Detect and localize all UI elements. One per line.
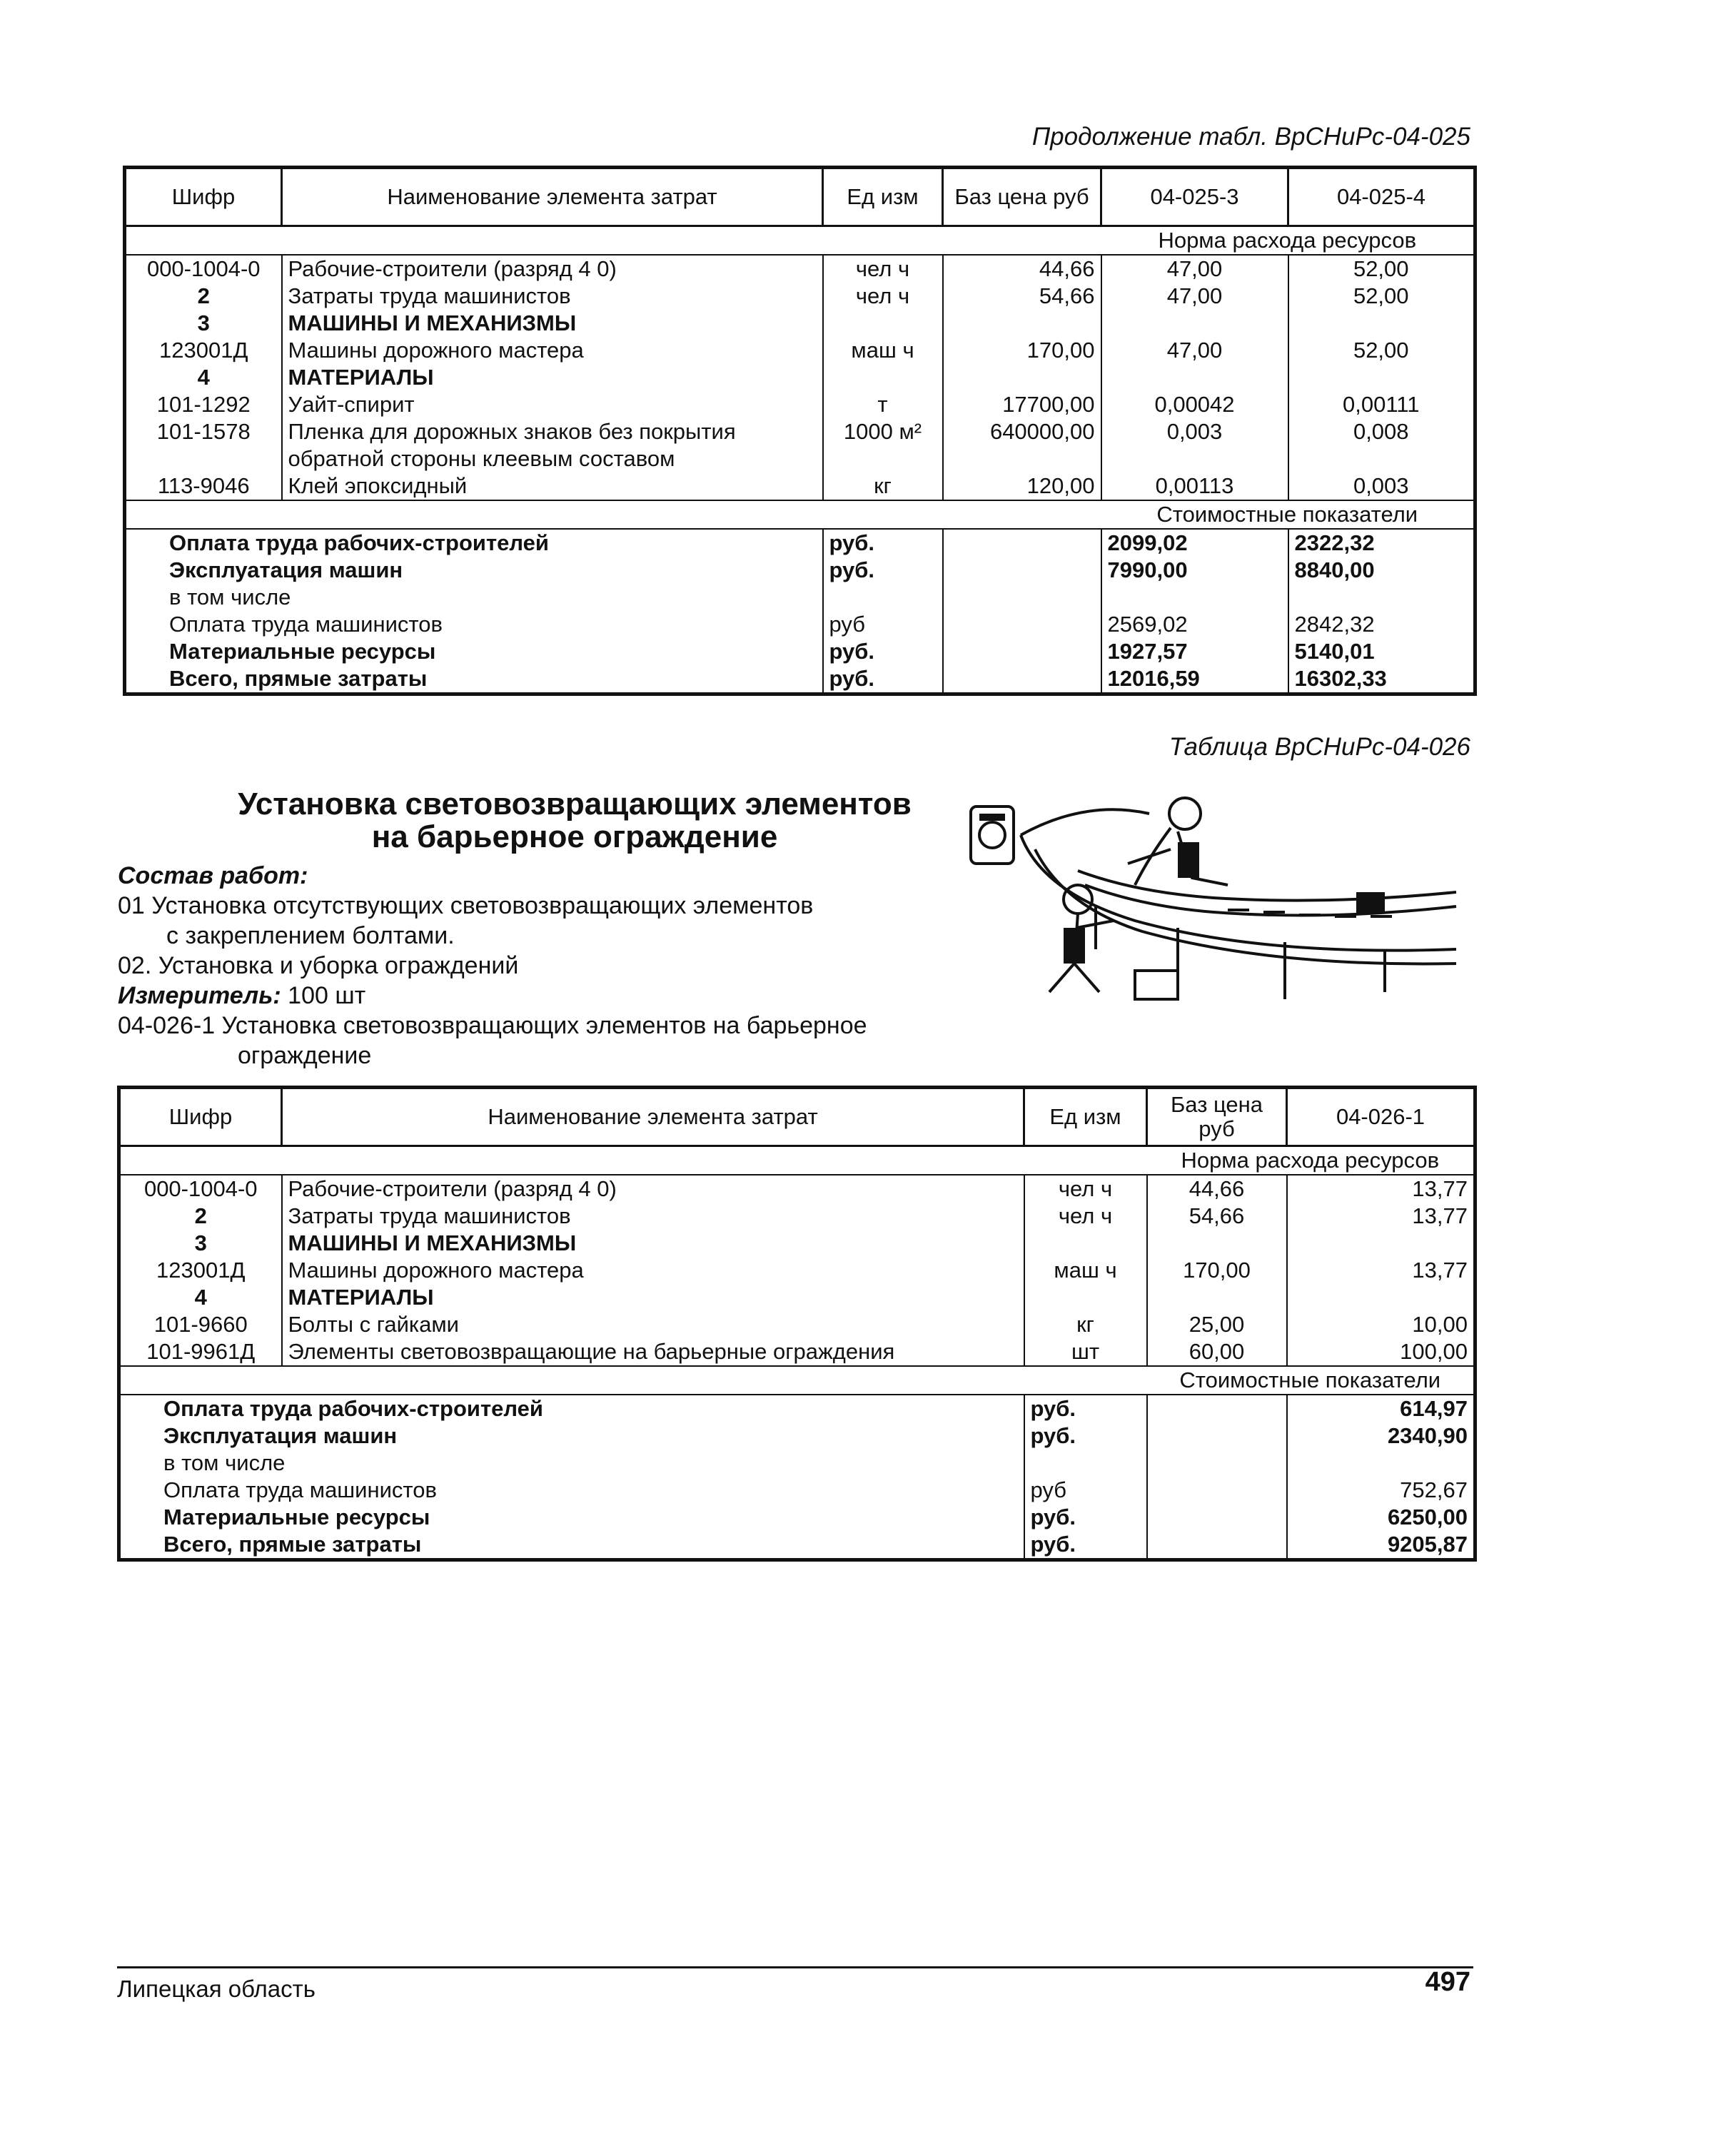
table-caption-continued: Продолжение табл. ВрСНиРс-04-025 — [1031, 123, 1470, 151]
cost-unit: руб. — [823, 638, 943, 665]
row-name: Машины дорожного мастера — [282, 337, 823, 364]
row-code: 123001Д — [119, 1257, 282, 1284]
cost-unit: руб — [1024, 1477, 1147, 1504]
cost-name: в том числе — [119, 1450, 1024, 1477]
table-row — [119, 1284, 1475, 1311]
row-value-04-026-1: 13,77 — [1412, 1203, 1468, 1228]
resource-table-04-025 — [123, 166, 1477, 696]
cost-price-empty — [1147, 1531, 1287, 1560]
table2-header-row — [119, 1088, 1475, 1146]
cost-row — [119, 1504, 1475, 1531]
row-code: 101-1578 — [125, 418, 282, 445]
row-value-04-025-4 — [1288, 364, 1475, 391]
row-price — [1147, 1284, 1287, 1311]
table-row — [125, 310, 1475, 337]
cost-unit: руб. — [823, 665, 943, 694]
cost-name: Оплата труда рабочих-строителей — [119, 1395, 1024, 1422]
row-unit: маш ч — [823, 337, 943, 364]
row-price — [943, 310, 1101, 337]
item-04-026-1-cont: ограждение — [238, 1042, 372, 1069]
cost-value-04-026-1: 9205,87 — [1387, 1532, 1468, 1557]
row-value-04-025-3: 0,00042 — [1101, 391, 1288, 418]
table-row — [119, 1257, 1475, 1284]
row-code: 101-9961Д — [119, 1338, 282, 1366]
cost-unit: руб. — [1024, 1531, 1147, 1560]
row-name: МАТЕРИАЛЫ — [282, 364, 823, 391]
header-col-04-026-1: 04-026-1 — [1287, 1088, 1475, 1146]
header-code: Шифр — [119, 1088, 282, 1146]
row-price: 170,00 — [1147, 1257, 1287, 1284]
cost-price-empty — [943, 638, 1101, 665]
meter-label: Измеритель: — [118, 982, 281, 1009]
row-price: 44,66 — [1147, 1175, 1287, 1203]
row-value-04-025-3: 47,00 — [1101, 283, 1288, 310]
cost-row — [119, 1531, 1475, 1560]
row-code: 000-1004-0 — [119, 1175, 282, 1203]
table-row — [125, 255, 1475, 283]
cost-unit: руб. — [1024, 1422, 1147, 1450]
norm-subheader-row — [125, 226, 1475, 256]
row-price: 17700,00 — [943, 391, 1101, 418]
row-name: Элементы световозвращающие на барьерные ограждения — [282, 1338, 1024, 1366]
cost-value-04-026-1: 6250,00 — [1387, 1505, 1468, 1529]
cost-label: Стоимостные показатели — [1101, 500, 1475, 529]
row-unit — [823, 364, 943, 391]
work-description — [118, 861, 974, 1071]
cost-name: Всего, прямые затраты — [119, 1531, 1024, 1560]
page-number: 497 — [1425, 1967, 1470, 1997]
row-value-04-026-1: 13,77 — [1412, 1176, 1468, 1201]
meter-value: 100 шт — [281, 982, 366, 1009]
cost-value-04-025-3: 12016,59 — [1101, 665, 1288, 694]
cost-value-04-025-4 — [1288, 584, 1475, 611]
row-value-04-026-1: 13,77 — [1412, 1258, 1468, 1283]
cost-value-04-025-3 — [1101, 584, 1288, 611]
row-price: 25,00 — [1147, 1311, 1287, 1338]
table-row — [119, 1175, 1475, 1203]
cost-price-empty — [1147, 1422, 1287, 1450]
cost-value-04-025-4: 8840,00 — [1294, 557, 1375, 582]
table-row — [119, 1230, 1475, 1257]
cost-unit: руб. — [1024, 1395, 1147, 1422]
row-unit: маш ч — [1024, 1257, 1147, 1284]
row-name: Уайт-спирит — [282, 391, 823, 418]
row-price — [943, 445, 1101, 472]
norm-label: Норма расхода ресурсов — [1147, 1146, 1475, 1175]
row-unit: шт — [1024, 1338, 1147, 1366]
footer-rule — [117, 1966, 1473, 1968]
workers-illustration — [957, 785, 1470, 1028]
row-code: 4 — [125, 364, 282, 391]
row-price: 120,00 — [943, 472, 1101, 500]
cost-row — [125, 665, 1475, 694]
cost-price-empty — [943, 665, 1101, 694]
cost-name: Оплата труда машинистов — [125, 611, 823, 638]
table-row — [119, 1311, 1475, 1338]
row-value-04-026-1: 10,00 — [1412, 1312, 1468, 1337]
norm-label: Норма расхода ресурсов — [1101, 226, 1475, 256]
cost-price-empty — [1147, 1504, 1287, 1531]
row-unit — [1024, 1230, 1147, 1257]
cost-subheader-row — [125, 500, 1475, 529]
meter-line — [118, 981, 974, 1011]
row-value-04-025-3: 47,00 — [1101, 337, 1288, 364]
works-label: Состав работ: — [118, 862, 308, 889]
header-col-04-025-4: 04-025-4 — [1288, 168, 1475, 226]
cost-value-04-026-1: 752,67 — [1400, 1477, 1468, 1502]
row-unit: чел ч — [1024, 1203, 1147, 1230]
row-value-04-025-4: 0,003 — [1353, 473, 1409, 498]
table-header-row — [125, 168, 1475, 226]
row-value-04-025-3 — [1101, 310, 1288, 337]
row-code: 2 — [119, 1203, 282, 1230]
cost-row — [125, 557, 1475, 584]
cost-value-04-026-1: 2340,90 — [1387, 1423, 1468, 1448]
section-title — [164, 788, 985, 854]
row-price: 640000,00 — [943, 418, 1101, 445]
cost-unit: руб. — [823, 529, 943, 557]
row-name: Затраты труда машинистов — [282, 283, 823, 310]
table-row — [125, 337, 1475, 364]
row-name: Машины дорожного мастера — [282, 1257, 1024, 1284]
work-item-01-cont: с закреплением болтами. — [166, 922, 455, 949]
resource-table-04-026 — [117, 1086, 1477, 1562]
table-row — [125, 364, 1475, 391]
cost-name: Всего, прямые затраты — [125, 665, 823, 694]
row-unit: кг — [823, 472, 943, 500]
table-row — [125, 283, 1475, 310]
row-value-04-025-4: 0,00111 — [1343, 392, 1420, 417]
table-row — [125, 472, 1475, 500]
row-value-04-026-1 — [1287, 1284, 1475, 1311]
row-value-04-025-3: 0,00113 — [1101, 472, 1288, 500]
cost-name: Эксплуатация машин — [119, 1422, 1024, 1450]
cost-row — [125, 584, 1475, 611]
row-code: 101-1292 — [125, 391, 282, 418]
cost-name: Оплата труда машинистов — [119, 1477, 1024, 1504]
row-price — [943, 364, 1101, 391]
cost-price-empty — [1147, 1477, 1287, 1504]
row-value-04-025-3 — [1101, 364, 1288, 391]
cost-name: Материальные ресурсы — [125, 638, 823, 665]
header-name: Наименование элемента затрат — [282, 168, 823, 226]
section-title-line1: Установка световозвращающих элементов — [238, 787, 912, 821]
cost-value-04-025-4: 2842,32 — [1294, 612, 1375, 637]
cost-row — [119, 1422, 1475, 1450]
row-name: Пленка для дорожных знаков без покрытия — [282, 418, 823, 445]
row-unit: чел ч — [823, 283, 943, 310]
cost-row — [119, 1450, 1475, 1477]
row-code: 4 — [119, 1284, 282, 1311]
cost-value-04-025-3: 2569,02 — [1101, 611, 1288, 638]
row-unit — [823, 445, 943, 472]
row-price: 60,00 — [1147, 1338, 1287, 1366]
row-name: обратной стороны клеевым составом — [282, 445, 823, 472]
cost-name: Эксплуатация машин — [125, 557, 823, 584]
table-row — [125, 391, 1475, 418]
cost-price-empty — [943, 557, 1101, 584]
row-code: 123001Д — [125, 337, 282, 364]
row-unit — [823, 310, 943, 337]
cost-value-04-025-4: 16302,33 — [1294, 666, 1387, 691]
row-value-04-025-4: 52,00 — [1353, 283, 1409, 308]
row-value-04-026-1 — [1287, 1230, 1475, 1257]
cost-price-empty — [1147, 1395, 1287, 1422]
row-price: 54,66 — [1147, 1203, 1287, 1230]
section-title-line2: на барьерное ограждение — [371, 819, 778, 854]
row-code: 3 — [125, 310, 282, 337]
cost-unit: руб. — [823, 557, 943, 584]
work-item-01: 01 Установка отсутствующих световозвращающих элементов — [118, 892, 814, 919]
row-price: 170,00 — [943, 337, 1101, 364]
item-04-026-1: 04-026-1 Установка световозвращающих элементов на барьерное — [118, 1012, 867, 1039]
row-name: Затраты труда машинистов — [282, 1203, 1024, 1230]
cost-row — [125, 638, 1475, 665]
cost-name: в том числе — [125, 584, 823, 611]
table-row — [125, 445, 1475, 472]
cost-price-empty — [943, 611, 1101, 638]
row-value-04-026-1: 100,00 — [1400, 1339, 1468, 1364]
row-name: Рабочие-строители (разряд 4 0) — [282, 1175, 1024, 1203]
cost-subheader-row — [119, 1366, 1475, 1395]
header-price: Баз цена руб — [1147, 1088, 1287, 1146]
cost-row — [125, 611, 1475, 638]
cost-name: Материальные ресурсы — [119, 1504, 1024, 1531]
cost-price-empty — [943, 529, 1101, 557]
row-price: 54,66 — [943, 283, 1101, 310]
header-unit: Ед изм — [823, 168, 943, 226]
row-price — [1147, 1230, 1287, 1257]
row-name: Рабочие-строители (разряд 4 0) — [282, 255, 823, 283]
cost-name: Оплата труда рабочих-строителей — [125, 529, 823, 557]
cost-row — [119, 1395, 1475, 1422]
cost-value-04-025-3: 1927,57 — [1101, 638, 1288, 665]
table-row — [119, 1203, 1475, 1230]
cost-price-empty — [1147, 1450, 1287, 1477]
row-value-04-025-4 — [1288, 445, 1475, 472]
row-code: 2 — [125, 283, 282, 310]
row-unit: т — [823, 391, 943, 418]
row-code: 101-9660 — [119, 1311, 282, 1338]
row-name: МАШИНЫ И МЕХАНИЗМЫ — [282, 1230, 1024, 1257]
cost-value-04-025-4: 5140,01 — [1294, 639, 1375, 664]
row-value-04-025-4: 0,008 — [1353, 419, 1409, 444]
row-code: 113-9046 — [125, 472, 282, 500]
row-value-04-025-4: 52,00 — [1353, 338, 1409, 363]
cost-unit: руб — [823, 611, 943, 638]
cost-unit — [1024, 1450, 1147, 1477]
footer-region: Липецкая область — [117, 1976, 316, 2002]
norm-subheader-row — [119, 1146, 1475, 1175]
row-unit — [1024, 1284, 1147, 1311]
header-name: Наименование элемента затрат — [282, 1088, 1024, 1146]
header-unit: Ед изм — [1024, 1088, 1147, 1146]
cost-label: Стоимостные показатели — [1147, 1366, 1475, 1395]
cost-row — [119, 1477, 1475, 1504]
table-row — [125, 418, 1475, 445]
row-value-04-025-3: 0,003 — [1101, 418, 1288, 445]
cost-value-04-025-3: 7990,00 — [1101, 557, 1288, 584]
row-code: 000-1004-0 — [125, 255, 282, 283]
cost-unit: руб. — [1024, 1504, 1147, 1531]
cost-unit — [823, 584, 943, 611]
row-name: Клей эпоксидный — [282, 472, 823, 500]
header-price: Баз цена руб — [943, 168, 1101, 226]
row-value-04-025-4: 52,00 — [1353, 256, 1409, 281]
row-unit: 1000 м² — [823, 418, 943, 445]
row-name: МАТЕРИАЛЫ — [282, 1284, 1024, 1311]
row-name: МАШИНЫ И МЕХАНИЗМЫ — [282, 310, 823, 337]
row-value-04-025-4 — [1288, 310, 1475, 337]
work-item-02: 02. Установка и уборка ограждений — [118, 952, 519, 979]
cost-value-04-025-3: 2099,02 — [1101, 529, 1288, 557]
table-caption: Таблица ВрСНиРс-04-026 — [1169, 733, 1470, 761]
row-unit: кг — [1024, 1311, 1147, 1338]
row-name: Болты с гайками — [282, 1311, 1024, 1338]
row-value-04-025-3: 47,00 — [1101, 255, 1288, 283]
row-code: 3 — [119, 1230, 282, 1257]
row-unit: чел ч — [823, 255, 943, 283]
cost-value-04-025-4: 2322,32 — [1294, 530, 1375, 555]
row-code — [125, 445, 282, 472]
row-price: 44,66 — [943, 255, 1101, 283]
cost-row — [125, 529, 1475, 557]
cost-price-empty — [943, 584, 1101, 611]
cost-value-04-026-1: 614,97 — [1400, 1396, 1468, 1421]
cost-value-04-026-1 — [1287, 1450, 1475, 1477]
row-value-04-025-3 — [1101, 445, 1288, 472]
row-unit: чел ч — [1024, 1175, 1147, 1203]
header-col-04-025-3: 04-025-3 — [1101, 168, 1288, 226]
table-row — [119, 1338, 1475, 1366]
header-code: Шифр — [125, 168, 282, 226]
